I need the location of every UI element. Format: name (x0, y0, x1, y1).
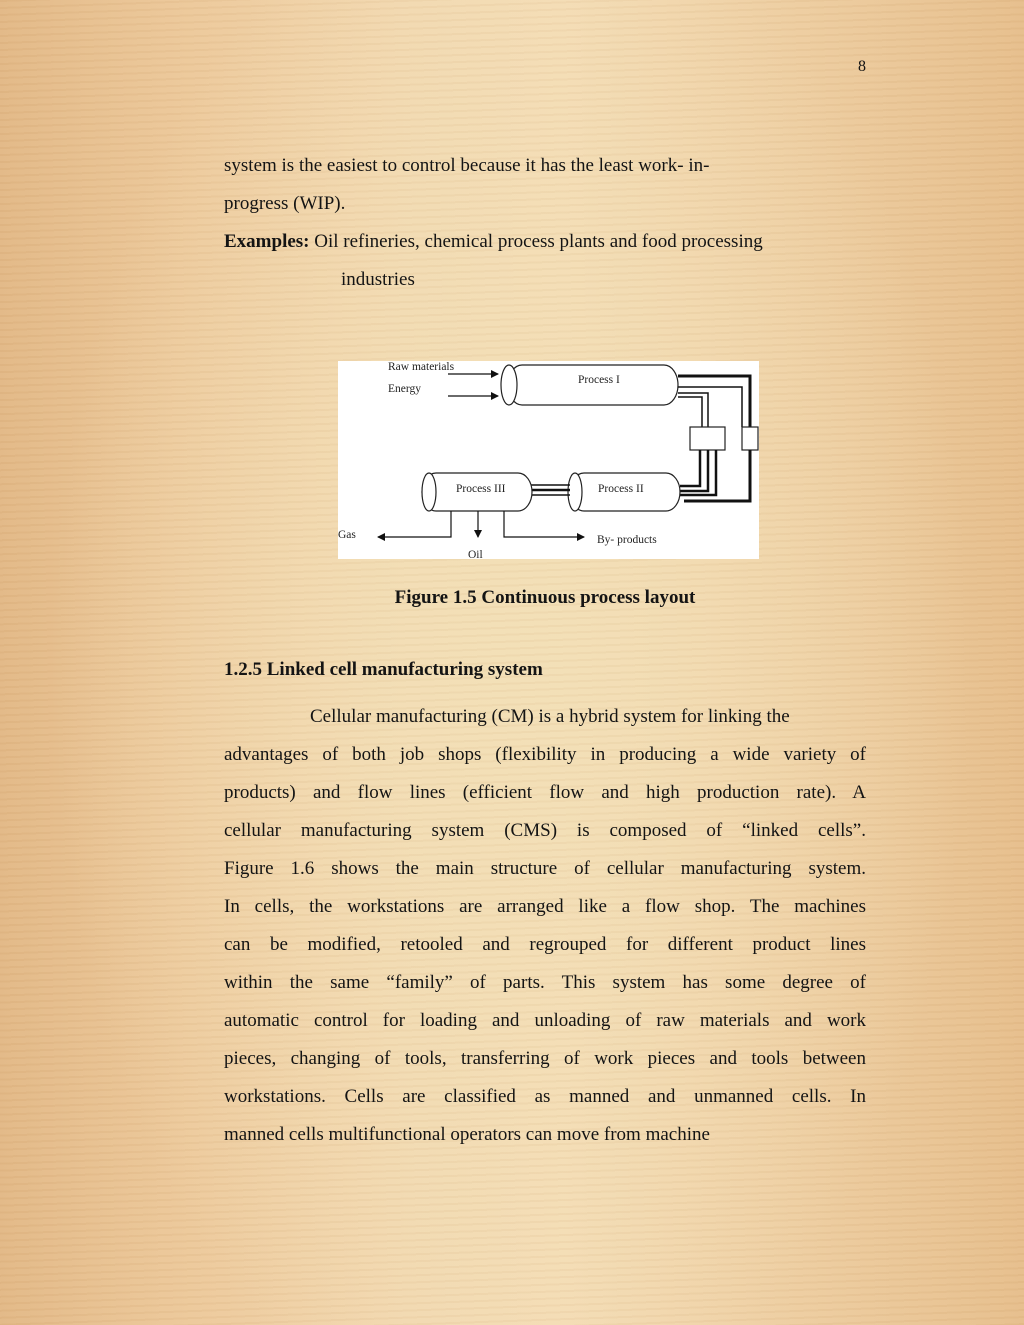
process-diagram (338, 361, 759, 559)
process-1-label: Process I (578, 374, 620, 386)
figure-caption (224, 587, 866, 609)
energy-label: Energy (388, 383, 422, 395)
process-3-label: Process III (456, 483, 506, 495)
paragraph-line: workstations. Cells are classified as manned and unmanned cells. In (224, 1086, 866, 1107)
paragraph-line: Cellular manufacturing (CM) is a hybrid system for linking the (310, 706, 790, 727)
examples-continuation: industries (341, 269, 415, 290)
paragraph-line: Figure 1.6 shows the main structure of cellular manufacturing system. (224, 858, 866, 879)
examples-text: Oil refineries, chemical process plants and food processing (314, 231, 763, 252)
paragraph-line: can be modified, retooled and regrouped for different product lines (224, 934, 866, 955)
paragraph-line: products) and flow lines (efficient flow and high production rate). A (224, 782, 866, 803)
gas-output-line (378, 511, 451, 537)
figure-caption-text: Figure 1.5 Continuous process layout (394, 587, 696, 608)
examples-label: Examples: (224, 231, 310, 252)
section-paragraph (224, 698, 866, 1154)
paragraph-line: advantages of both job shops (flexibility in producing a wide variety of (224, 744, 866, 765)
oil-label: Oil (468, 549, 483, 559)
paragraph-line: manned cells multifunctional operators can move from machine (224, 1124, 710, 1145)
process-2-inlet-piping (680, 450, 750, 501)
paragraph-line: cellular manufacturing system (CMS) is composed of “linked cells”. (224, 820, 866, 841)
process-connector-pipes (531, 485, 570, 495)
separator-box (742, 427, 758, 450)
continuous-process-figure (338, 361, 759, 559)
paragraph-line: within the same “family” of parts. This system has some degree of (224, 972, 866, 993)
page-number: 8 (858, 58, 866, 75)
section-heading: 1.2.5 Linked cell manufacturing system (224, 659, 543, 680)
intro-paragraph (224, 147, 866, 299)
intro-line-1: system is the easiest to control because it has the least work- in- (224, 155, 710, 176)
examples-line (224, 223, 866, 261)
process-2-label: Process II (598, 483, 644, 495)
intro-line-2: progress (WIP). (224, 193, 346, 214)
gas-label: Gas (338, 529, 356, 541)
by-products-output-line (504, 511, 584, 537)
paragraph-line: In cells, the workstations are arranged like a flow shop. The machines (224, 896, 866, 917)
by-products-label: By- products (597, 534, 657, 546)
raw-materials-label: Raw materials (388, 361, 455, 373)
paragraph-line: pieces, changing of tools, transferring of work pieces and tools between (224, 1048, 866, 1069)
paragraph-line: automatic control for loading and unloading of raw materials and work (224, 1010, 866, 1031)
heat-exchanger-box (690, 427, 725, 450)
